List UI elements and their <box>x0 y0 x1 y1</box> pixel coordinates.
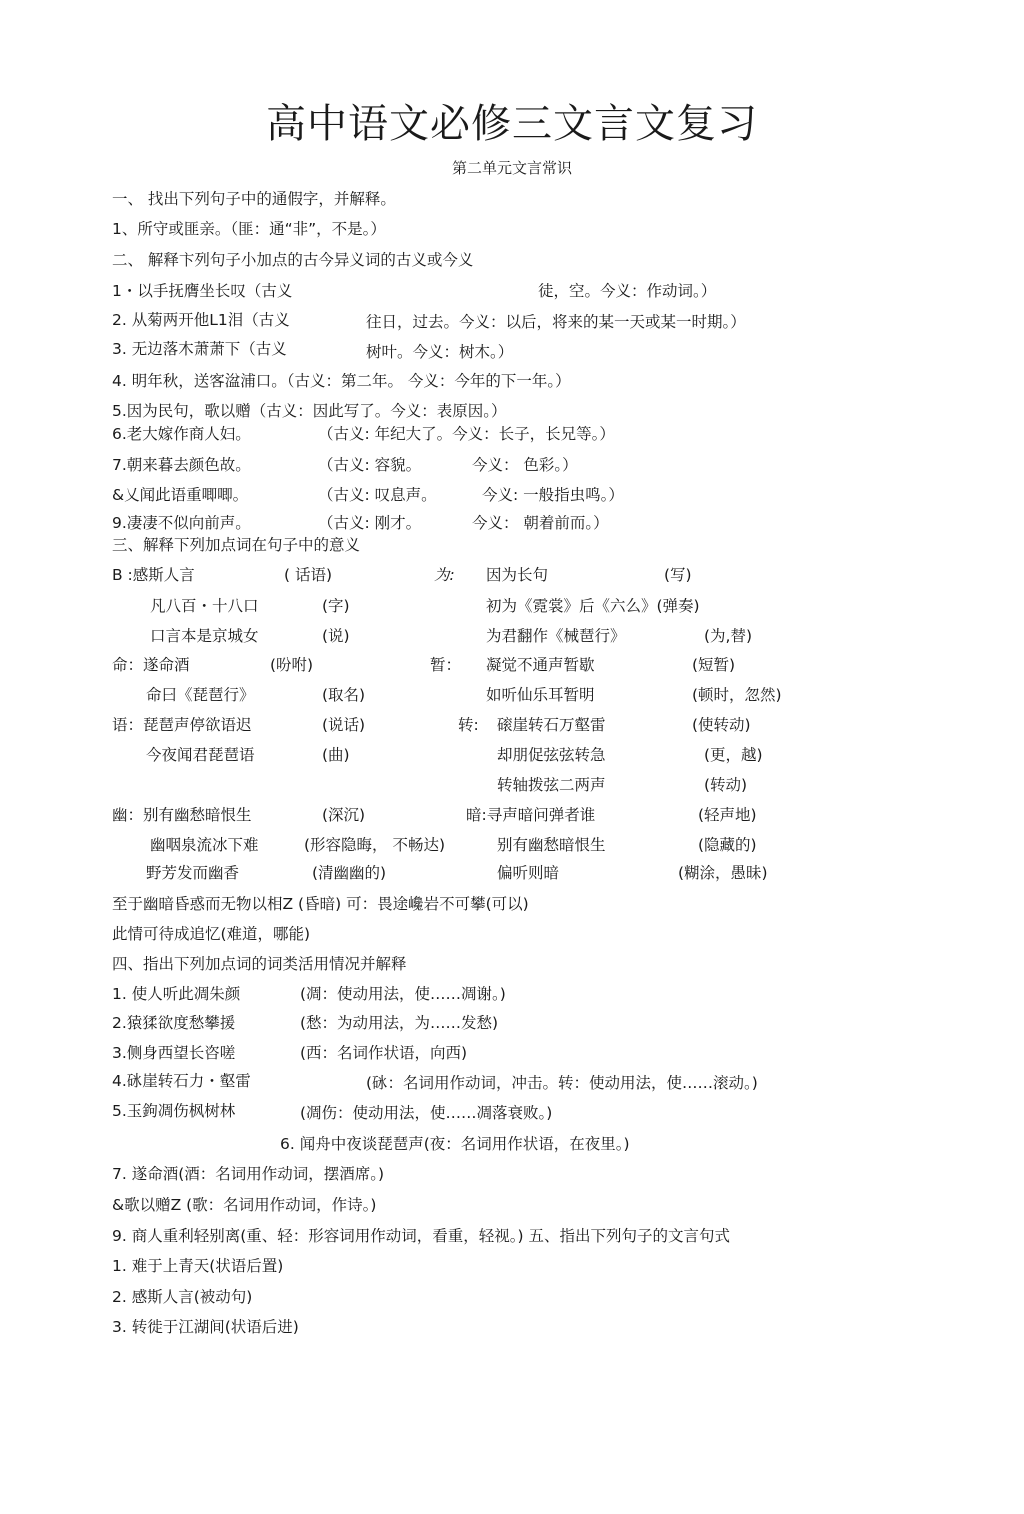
s3-c3-note: (转动) <box>704 776 748 794</box>
s4-f1-right: (凋：使动用法，使……凋谢。) <box>300 985 506 1003</box>
s2-row-8-left: &乂闻此语重唧唧。 <box>112 486 249 504</box>
s2-row-5: 5.因为民句，歌以赠（古义：因此写了。今义：表原因。） <box>112 402 507 420</box>
s4-f1-left: 1. 使人听此凋朱颜 <box>112 985 241 1003</box>
s2-row-9-right: 今义： 朝着前而。） <box>472 514 609 532</box>
s3-c1-note: (使转动) <box>692 716 751 734</box>
section-3-heading: 三、解释下列加点词在句子中的意义 <box>112 536 361 554</box>
s3-d3: 野芳发而幽香 <box>146 864 240 882</box>
s3-c2-sentence: 却朋促弦弦转急 <box>497 746 606 764</box>
s4-f3-right: (西：名词作状语，向西) <box>300 1044 468 1062</box>
s3-c3-sentence: 转轴拨弦二两声 <box>497 776 606 794</box>
s4-f5-right: (凋伤：使动用法，使……凋落衰败。) <box>300 1104 553 1122</box>
s3-c2: 今夜闻君琵琶语 <box>146 746 255 764</box>
s3-b1-note: (短暂) <box>692 656 736 674</box>
s2-row-3-left: 3. 无边落木萧萧下（古义 <box>112 340 287 358</box>
s2-row-7-right: 今义： 色彩。） <box>472 456 578 474</box>
s5-g3: 3. 转徙于江湖间(状语后进) <box>112 1318 299 1336</box>
s3-a1-note: (写) <box>664 566 692 584</box>
s3-d1-note: (轻声地) <box>698 806 757 824</box>
s2-row-7-mid: （古义: 容貌。 <box>318 456 422 474</box>
s5-g2: 2. 感斯人言(被动句) <box>112 1288 253 1306</box>
s4-f8: &歌以赠Z (歌：名词用作动词，作诗。) <box>112 1196 377 1214</box>
s3-b1-meaning: (吩咐) <box>270 656 314 674</box>
section-2-heading: 二、 解释卞列句子小加点的古今异义词的古义或今义 <box>112 251 474 269</box>
s3-b2: 命曰《琵琶行》 <box>146 686 255 704</box>
s4-f9: 9. 商人重利轻别离(重、轻：形容词用作动词，看重，轻视。) 五、指出下列句子的文言句式 <box>112 1227 730 1245</box>
s2-row-1-left: 1・以手抚膺坐长叹（古义 <box>112 282 293 300</box>
s2-row-7-left: 7.朝来暮去颜色故。 <box>112 456 251 474</box>
s2-row-6-left: 6.老大嫁作商人妇。 <box>112 425 251 443</box>
page-title: 高中语文必修三文言文复习 <box>266 101 758 147</box>
s3-c2-meaning: (曲) <box>322 746 350 764</box>
s3-b1-sentence: 凝觉不通声暂歇 <box>486 656 595 674</box>
section-4-heading: 四、指出下列加点词的词类活用情况并解释 <box>112 955 407 973</box>
s3-d2-note: (隐藏的) <box>698 836 757 854</box>
s2-row-4: 4. 明年秋，送客湓浦口。（古义：第二年。 今义：今年的下一年。） <box>112 372 571 390</box>
s4-f3-left: 3.侧身西望长咨嗟 <box>112 1044 236 1062</box>
section-1-line-1: 1、所守或匪亲。（匪：通“非”，不是。） <box>112 220 386 238</box>
s3-a2: 凡八百・十八口 <box>150 597 259 615</box>
s2-row-6-right: （古义: 年纪大了。今义：长子，长兄等。） <box>318 425 615 443</box>
s3-c1-keyword: 转: <box>458 716 479 734</box>
s3-c1-meaning: (说话) <box>322 716 366 734</box>
s3-d1-keyword-sentence: 暗:寻声暗问弹者谁 <box>466 806 596 824</box>
s3-a2-sentence: 初为《霓裳》后《六么》(弹奏) <box>486 597 700 615</box>
s2-row-9-left: 9.凄凄不似向前声。 <box>112 514 251 532</box>
s3-a3-note: (为,替) <box>704 627 753 645</box>
s3-d3-sentence: 偏听则暗 <box>497 864 560 882</box>
s2-row-2-right: 往日，过去。今义：以后，将来的某一天或某一时期。） <box>366 313 746 331</box>
s3-a2-meaning: (字) <box>322 597 350 615</box>
s3-a3-sentence: 为君翻作《械琶行》 <box>486 627 626 645</box>
s2-row-2-left: 2. 从菊两开他L1泪（古义 <box>112 311 290 329</box>
s3-d3-note: (糊涂，愚昧) <box>678 864 768 882</box>
s4-f7: 7. 遂命酒(酒：名词用作动词，摆酒席。) <box>112 1165 385 1183</box>
s3-c1-sentence: 磙崖转石万壑雷 <box>497 716 606 734</box>
s2-row-3-right: 树叶。今义：树木。） <box>366 343 514 361</box>
s3-d2-sentence: 别有幽愁暗恨生 <box>497 836 606 854</box>
s3-b2-meaning: (取名) <box>322 686 366 704</box>
s3-a1-keyword: 为: <box>434 566 455 584</box>
s4-f2-left: 2.猿猱欲度愁攀援 <box>112 1014 236 1032</box>
s4-f2-right: (愁：为动用法，为……发愁) <box>300 1014 499 1032</box>
s3-d3-meaning: (清幽幽的) <box>312 864 387 882</box>
s5-g1: 1. 难于上青天(状语后置) <box>112 1257 284 1275</box>
s3-b2-note: (顿时，忽然) <box>692 686 782 704</box>
s3-c1: 语：琵琶声停欲语迟 <box>112 716 252 734</box>
s2-row-8-mid: （古义: 叹息声。 <box>318 486 437 504</box>
s3-a3: 口言本是京城女 <box>150 627 259 645</box>
s3-a1-meaning: ( 话语) <box>284 566 333 584</box>
s3-e1: 至于幽暗昏惑而无物以相Z (昏暗) 可：畏途巉岩不可攀(可以) <box>112 895 529 913</box>
s2-row-9-mid: （古义: 刚才。 <box>318 514 422 532</box>
s4-f6: 6. 闻舟中夜谈琵琶声(夜：名词用作状语，在夜里。) <box>280 1135 630 1153</box>
s3-d2: 幽咽泉流冰下难 <box>150 836 259 854</box>
page-subtitle: 第二单元文言常识 <box>451 159 572 177</box>
s3-b2-sentence: 如听仙乐耳暂明 <box>486 686 595 704</box>
s3-c2-note: (更，越) <box>704 746 763 764</box>
s4-f4-left: 4.砯崖转石力・壑雷 <box>112 1072 251 1090</box>
s3-a1: B :感斯人言 <box>112 566 195 584</box>
s3-a1-sentence: 因为长句 <box>486 566 549 584</box>
s4-f5-left: 5.玉鉤凋伤枫树林 <box>112 1102 236 1120</box>
s3-a3-meaning: (说) <box>322 627 350 645</box>
s3-d2-meaning: (形容隐晦， 不畅达) <box>304 836 446 854</box>
s3-e2: 此情可待成追忆(难道，哪能) <box>112 925 311 943</box>
s2-row-1-right: 徒，空。今义：作动词。） <box>538 282 717 300</box>
s3-b1-keyword: 暂： <box>430 656 462 674</box>
s3-d1-meaning: (深沉) <box>322 806 366 824</box>
s4-f4-right: (砯：名词用作动词，冲击。转：使动用法，使……滚动。) <box>366 1074 758 1092</box>
section-1-heading: 一、 找出下列句子中的通假字，并解释。 <box>112 190 396 208</box>
s2-row-8-right: 今义: 一般指虫鸣。） <box>482 486 624 504</box>
s3-d1: 幽：别有幽愁暗恨生 <box>112 806 252 824</box>
s3-b1: 命：遂命酒 <box>112 656 190 674</box>
